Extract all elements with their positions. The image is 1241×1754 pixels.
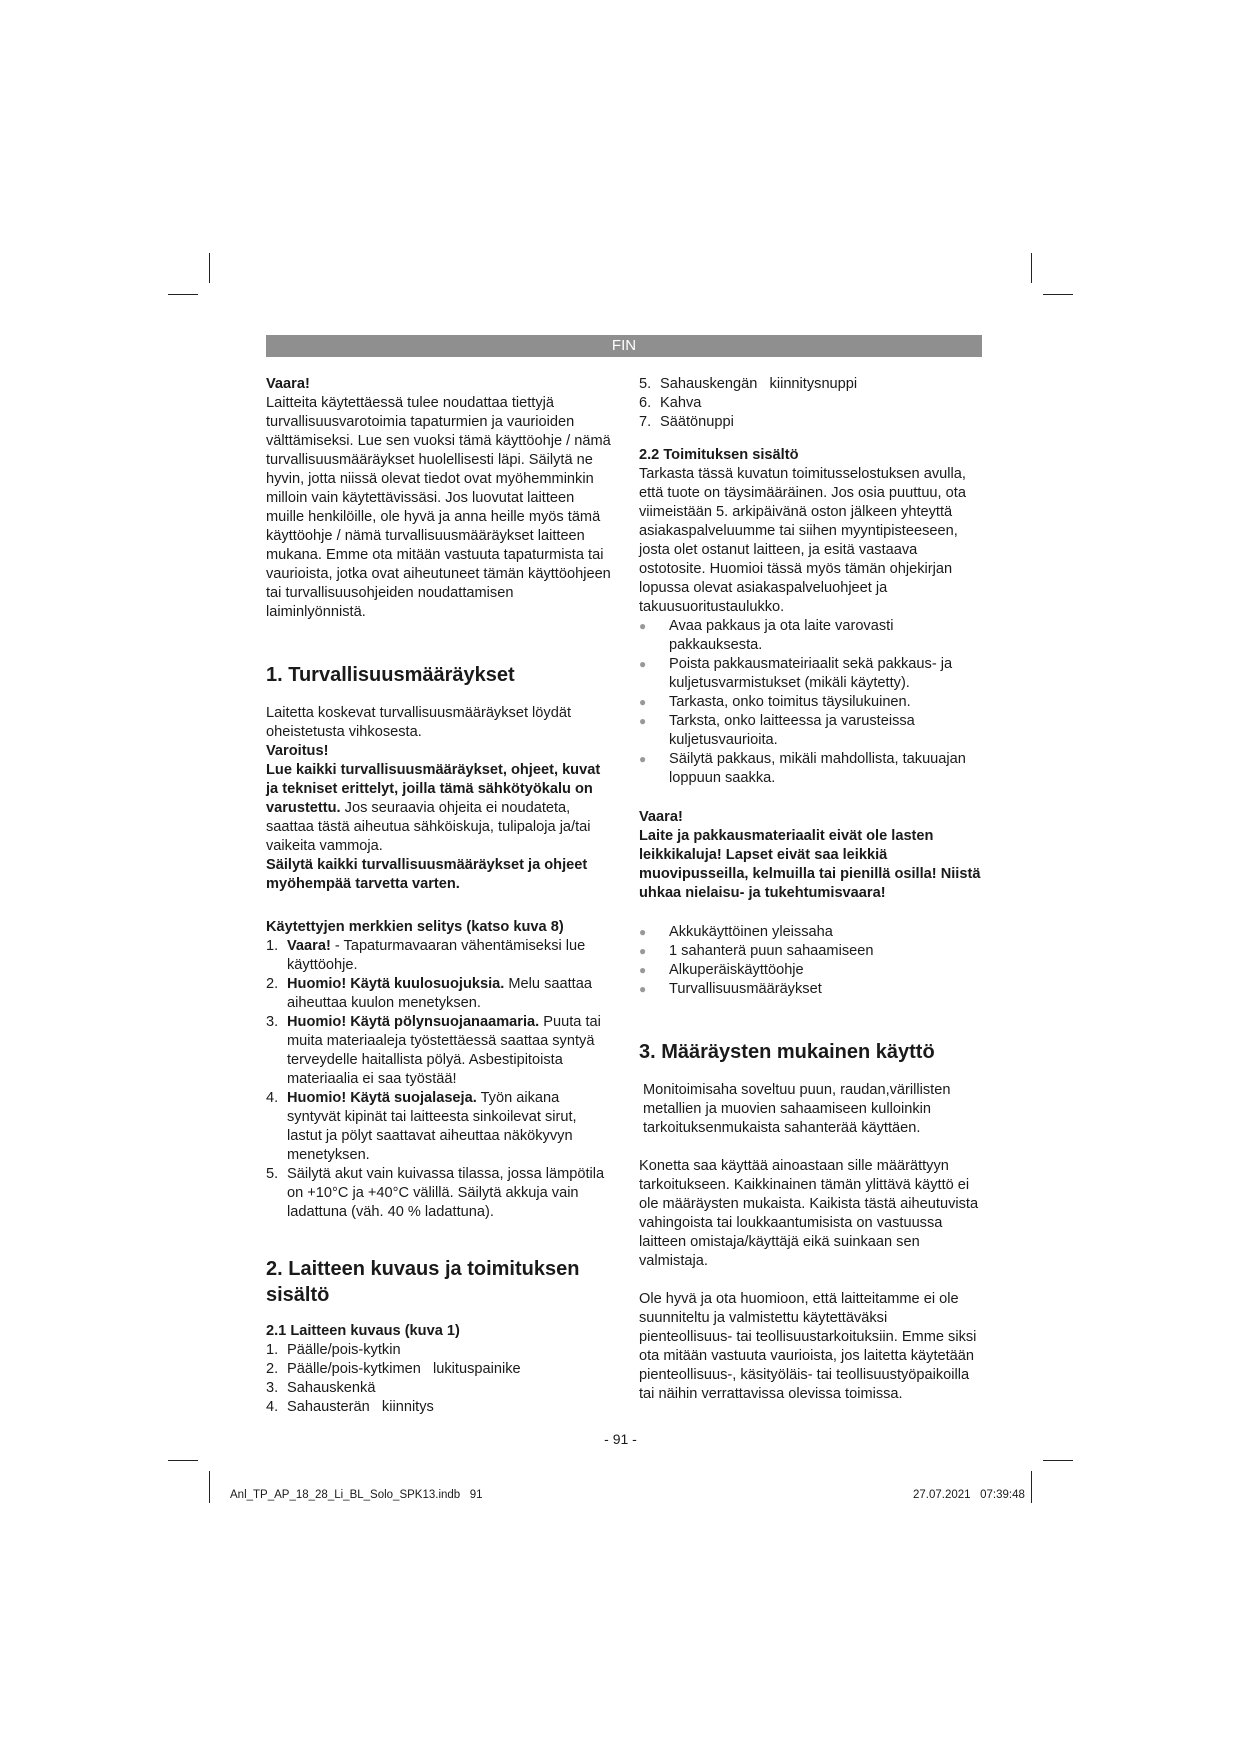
section-1-warning-text: Jos seuraavia ohjeita ei noudateta, saattaa tästä aiheutua sähköiskuja, tulipaloja ja/tai vaikeita vammoja. — [266, 800, 591, 854]
list-item — [639, 942, 984, 961]
right-warning-text: Laite ja pakkausmateriaalit eivät ole lasten leikkikaluja! Lapset eivät saa leikkiä muovipusseilla, kelmuilla tai pienillä osilla! Niistä uhkaa nielaisu- ja tukehtumisvaara! — [639, 828, 981, 901]
item-text: Melu saattaa aiheuttaa kuulon menetyksen. — [287, 976, 592, 1011]
section-2-2-title: 2.2 Toimituksen sisältö — [639, 447, 799, 463]
item-text: Alkuperäiskäyttöohje — [669, 962, 804, 978]
item-bold: Huomio! Käytä pölynsuojanaamaria. — [287, 1014, 540, 1030]
list-item — [639, 961, 984, 980]
item-text: Puuta tai muita materiaaleja työstettäessä saattaa syntyä terveydelle haitallista pölyä. Asbestipitoista materiaalia ei saa työstää! — [287, 1014, 601, 1087]
item-text: Päälle/pois-kytkin — [287, 1342, 401, 1358]
item-number: 4. — [266, 1090, 279, 1106]
item-number: 2. — [266, 976, 279, 992]
warning-text: Laitteita käytettäessä tulee noudattaa tiettyjä turvallisuusvarotoimia tapaturmien ja vaurioiden välttämiseksi. Lue sen vuoksi tämä käyttöohje / nämä turvallisuusmääräykset huolellisesti läpi. Säilytä ne hyvin, jotta niissä olevat tiedot ovat myöhemminkin milloin vain käytettävissäsi. Jos luovutat laitteen muille henkilöille, ole hyvä ja anna heille myös tämä käyttöohje / nämä turvallisuusmääräykset laitteen mukana. Emme ota mitään vastuuta tapaturmista tai vaurioista, jotka ovat aiheutuneet tämän käyttöohjeen tai turvallisuusohjeiden noudattamisen laiminlyönnistä. — [266, 395, 611, 620]
item-text: Säätönuppi — [660, 414, 734, 430]
page-number: - 91 - — [604, 1431, 637, 1447]
bullet-icon: ● — [639, 963, 647, 977]
parts-list-right — [639, 375, 984, 432]
crop-mark — [209, 1471, 210, 1503]
crop-mark — [168, 1460, 198, 1461]
list-item — [639, 413, 984, 432]
item-number: 4. — [266, 1399, 279, 1415]
section-2-title: 2. Laitteen kuvaus ja toimituksen sisältö — [266, 1258, 580, 1306]
section-1-intro: Laitetta koskevat turvallisuusmääräykset löydät oheistetusta vihkosesta. — [266, 705, 571, 740]
item-bold: Huomio! Käytä kuulosuojuksia. — [287, 976, 505, 992]
item-text: Sahausterän kiinnitys — [287, 1399, 434, 1415]
item-text: Työn aikana syntyvät kipinät tai laitteesta sinkoilevat sirut, lastut ja pölyt saattavat aiheuttaa näkökyvyn menetyksen. — [287, 1090, 577, 1163]
section-1-warning — [266, 761, 611, 856]
section-3-paragraph-3: Ole hyvä ja ota huomioon, että laitteitamme ei ole suunniteltu ja valmistettu käytettäväksi pienteollisuus- tai teollisuustarkoituksiin. Emme siksi ota mitään vastuuta vaurioista, jos laitetta käytetään pienteollisuus-, käsityöläis- tai teollisuustyöpaikoilla tai näihin verrattavissa olevissa toimissa. — [639, 1291, 977, 1402]
item-text: Turvallisuusmääräykset — [669, 981, 822, 997]
list-item — [639, 712, 984, 750]
bullet-icon: ● — [639, 657, 647, 671]
list-item — [266, 975, 611, 1013]
section-1-keep: Säilytä kaikki turvallisuusmääräykset ja ohjeet myöhempää tarvetta varten. — [266, 857, 588, 892]
check-list — [639, 617, 984, 788]
section-1-title: 1. Turvallisuusmääräykset — [266, 664, 515, 686]
item-bold: Huomio! Käytä suojalaseja. — [287, 1090, 477, 1106]
item-number: 1. — [266, 1342, 279, 1358]
bullet-icon: ● — [639, 752, 647, 766]
bullet-icon: ● — [639, 695, 647, 709]
footer-timestamp: 27.07.2021 07:39:48 — [913, 1489, 1025, 1501]
item-number: 1. — [266, 938, 279, 954]
item-text: Sahauskenkä — [287, 1380, 376, 1396]
list-item — [639, 750, 984, 788]
section-3-paragraph-1: Monitoimisaha soveltuu puun, raudan,värillisten metallien ja muovien sahaamiseen kulloinkin tarkoituksenmukaista sahanterää käyttäen. — [643, 1082, 951, 1136]
list-item — [639, 693, 984, 712]
crop-mark — [1031, 1471, 1032, 1503]
item-text: Sahauskengän kiinnitysnuppi — [660, 376, 858, 392]
warning-title: Vaara! — [266, 376, 310, 392]
list-item — [639, 394, 984, 413]
section-3-paragraph-2: Konetta saa käyttää ainoastaan sille määrättyyn tarkoitukseen. Kaikkinainen tämän ylittävä käyttö ei ole määräysten mukaista. Kaikista tästä aiheutuvista vahingoista tai loukkaantumisista on vastuussa laitteen omistaja/käyttäjä eikä suinkaan sen valmistaja. — [639, 1158, 979, 1269]
left-column — [266, 375, 611, 1417]
item-number: 5. — [639, 376, 652, 392]
item-text: 1 sahanterä puun sahaamiseen — [669, 943, 874, 959]
contents-list — [639, 923, 984, 999]
bullet-icon: ● — [639, 619, 647, 633]
section-2-2-text: Tarkasta tässä kuvatun toimitusselostuksen avulla, että tuote on täysimääräinen. Jos osia puuttuu, ota viimeistään 5. arkipäivänä oston jälkeen yhteyttä asiakaspalveluumme tai siihen myyntipisteeseen, josta olet ostanut laitteen, ja esitä vastaava ostotosite. Huomioi tässä myös tämän ohjekirjan lopussa olevat asiakaspalveluohjeet ja takuusuoritustaulukko. — [639, 466, 966, 615]
section-2-1-title: 2.1 Laitteen kuvaus (kuva 1) — [266, 1323, 460, 1339]
right-warning-title: Vaara! — [639, 809, 683, 825]
list-item — [266, 1089, 611, 1165]
list-item — [266, 1360, 611, 1379]
list-item — [266, 1379, 611, 1398]
crop-mark — [209, 253, 210, 283]
list-item — [639, 655, 984, 693]
crop-mark — [1043, 1460, 1073, 1461]
item-text: Avaa pakkaus ja ota laite varovasti pakkauksesta. — [669, 618, 894, 653]
item-number: 7. — [639, 414, 652, 430]
item-bold: Vaara! — [287, 938, 331, 954]
list-item — [639, 923, 984, 942]
item-number: 3. — [266, 1380, 279, 1396]
list-item — [266, 1165, 611, 1222]
list-item — [266, 937, 611, 975]
signs-list — [266, 937, 611, 1222]
item-text: Päälle/pois-kytkimen lukituspainike — [287, 1361, 521, 1377]
right-column — [639, 375, 984, 1404]
item-text: Säilytä pakkaus, mikäli mahdollista, takuuajan loppuun saakka. — [669, 751, 966, 786]
signs-title: Käytettyjen merkkien selitys (katso kuva 8) — [266, 919, 564, 935]
bullet-icon: ● — [639, 944, 647, 958]
section-3-title: 3. Määräysten mukainen käyttö — [639, 1041, 935, 1063]
item-text: Säilytä akut vain kuivassa tilassa, jossa lämpötila on +10°C ja +40°C välillä. Säilytä akkuja vain ladattuna (väh. 40 % ladattuna). — [287, 1166, 605, 1220]
item-number: 2. — [266, 1361, 279, 1377]
list-item — [266, 1013, 611, 1089]
item-number: 5. — [266, 1166, 279, 1182]
item-text: Tarkasta, onko toimitus täysilukuinen. — [669, 694, 911, 710]
section-1-warning-bold: Lue kaikki turvallisuusmääräykset, ohjeet, kuvat ja tekniset erittelyt, joilla tämä sähkötyökalu on varustettu. — [266, 762, 601, 816]
list-item — [639, 980, 984, 999]
item-number: 6. — [639, 395, 652, 411]
bullet-icon: ● — [639, 982, 647, 996]
list-item — [639, 617, 984, 655]
list-item — [266, 1398, 611, 1417]
item-text: Kahva — [660, 395, 702, 411]
crop-mark — [1043, 294, 1073, 295]
list-item — [266, 1341, 611, 1360]
crop-mark — [1031, 253, 1032, 283]
item-text: - Tapaturmavaaran vähentämiseksi lue käyttöohje. — [287, 938, 586, 973]
bullet-icon: ● — [639, 714, 647, 728]
section-1-warning-title: Varoitus! — [266, 743, 329, 759]
footer-filename: Anl_TP_AP_18_28_Li_BL_Solo_SPK13.indb 91 — [230, 1489, 483, 1501]
crop-mark — [168, 294, 198, 295]
parts-list-left — [266, 1341, 611, 1417]
item-text: Poista pakkausmateiriaalit sekä pakkaus- ja kuljetusvarmistukset (mikäli käytetty). — [669, 656, 953, 691]
bullet-icon: ● — [639, 925, 647, 939]
language-header: FIN — [266, 335, 982, 357]
list-item — [639, 375, 984, 394]
item-number: 3. — [266, 1014, 279, 1030]
item-text: Tarksta, onko laitteessa ja varusteissa kuljetusvaurioita. — [669, 713, 915, 748]
item-text: Akkukäyttöinen yleissaha — [669, 924, 833, 940]
